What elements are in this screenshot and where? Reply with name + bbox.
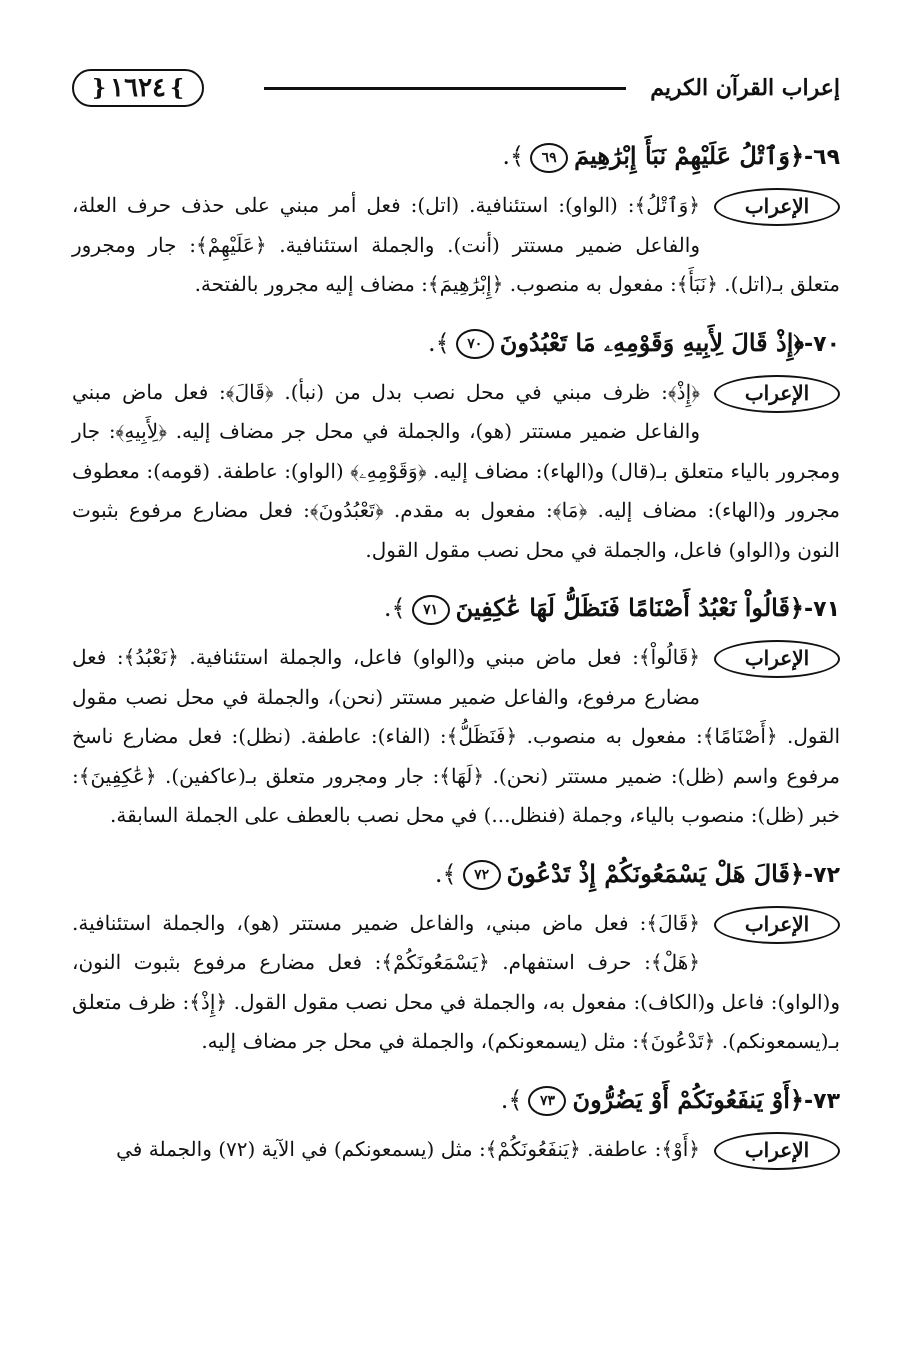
page-header [72,58,840,118]
verse-number: ٧٣- [804,1088,840,1114]
irab-paragraph-70 [72,373,840,571]
verse-end-mark: ٦٩ [530,143,568,173]
header-rule [264,87,626,90]
irab-label: الإعراب [714,640,840,678]
page-number: ١٦٢٤ [110,73,167,103]
irab-label: الإعراب [714,188,840,226]
verse-number: ٧١- [804,597,840,622]
irab-paragraph-69 [72,186,840,305]
verse-line-69 [72,136,840,178]
verse-text: ﴿أَوْ يَنفَعُونَكُمْ أَوْ يَضُرُّونَ [572,1084,804,1114]
verse-number: ٧٠- [804,331,840,357]
verse-text: ﴿قَالُواْ نَعْبُدُ أَصْنَامًا فَنَظَلُّ لَهَا عَٰكِفِينَ [455,593,804,622]
irab-text: ﴿قَالُواْ﴾: فعل ماض مبني و(الواو) فاعل، والجملة استئنافية. ﴿نَعْبُدُ﴾: فعل مضارع مرفوع، والفاعل ضمير مستتر (نحن)، والجملة في محل نصب مقول القول. ﴿أَصْنَامًا﴾: مفعول به منصوب. ﴿فَنَظَلُّ﴾: (الفاء): عاطفة. (نظل): فعل مضارع ناسخ مرفوع واسم (ظل): ضمير مستتر (نحن). ﴿لَهَا﴾: جار ومجرور متعلق بـ(عاكفين). ﴿عَٰكِفِينَ﴾: خبر (ظل): منصوب بالياء، وجملة (فنظل...) في محل نصب بالعطف على الجملة السابقة. [72,645,840,827]
page-number-badge [72,69,204,107]
irab-text: ﴿أَوْ﴾: عاطفة. ﴿يَنفَعُونَكُمْ﴾: مثل (يسمعونكم) في الآية (٧٢) والجملة في [116,1136,700,1161]
verse-line-70 [72,323,840,365]
irab-text: ﴿وَٱتْلُ﴾: (الواو): استئنافية. (اتل): فعل أمر مبني على حذف حرف العلة، والفاعل ضمير مستتر (أنت). والجملة استئنافية. ﴿عَلَيْهِمْ﴾: جار ومجرور متعلق بـ(اتل). ﴿نَبَأَ﴾: مفعول به منصوب. ﴿إِبْرَٰهِيمَ﴾: مضاف إليه مجرور بالفتحة. [72,193,840,296]
verse-number: ٧٢- [804,862,840,888]
irab-paragraph-71 [72,638,840,836]
verse-close: ﴾. [428,328,450,357]
irab-paragraph-73 [72,1130,840,1170]
verse-end-mark: ٧٢ [463,860,501,890]
irab-label: الإعراب [714,906,840,944]
verse-text: ﴿وَٱتْلُ عَلَيْهِمْ نَبَأَ إِبْرَٰهِيمَ [574,141,804,170]
verse-number: ٦٩- [804,145,840,170]
verse-close: ﴾. [502,142,525,170]
verse-text: ﴿قَالَ هَلْ يَسْمَعُونَكُمْ إِذْ تَدْعُونَ [506,858,804,888]
book-title: إعراب القرآن الكريم [650,75,840,101]
verse-end-mark: ٧١ [412,595,450,625]
right-brace: { [92,75,107,101]
verse-close: ﴾. [500,1085,523,1114]
irab-label: الإعراب [714,1132,840,1170]
verse-line-72 [72,854,840,896]
verse-end-mark: ٧٣ [528,1086,566,1116]
verse-close: ﴾. [434,859,457,888]
left-brace: } [170,75,185,101]
verse-line-71 [72,588,840,630]
verse-line-73 [72,1080,840,1122]
irab-label: الإعراب [714,375,840,413]
verse-text: ﴿إِذْ قَالَ لِأَبِيهِ وَقَوْمِهِۦ مَا تَعْبُدُونَ [499,327,804,357]
verse-end-mark: ٧٠ [456,329,494,359]
irab-text: ﴿قَالَ﴾: فعل ماض مبني، والفاعل ضمير مستتر (هو)، والجملة استئنافية. ﴿هَلْ﴾: حرف استفهام. ﴿يَسْمَعُونَكُمْ﴾: فعل مضارع مرفوع بثبوت النون، و(الواو): فاعل و(الكاف): مفعول به، والجملة في محل نصب مقول القول. ﴿إِذْ﴾: ظرف متعلق بـ(يسمعونكم). ﴿تَدْعُونَ﴾: مثل (يسمعونكم)، والجملة في محل جر مضاف إليه. [72,910,840,1053]
verse-close: ﴾. [383,594,406,622]
irab-text: ﴿إِذْ﴾: ظرف مبني في محل نصب بدل من (نبأ). ﴿قَالَ﴾: فعل ماض مبني والفاعل ضمير مستتر (هو)، والجملة في محل جر مضاف إليه. ﴿لِأَبِيهِ﴾: جار ومجرور بالياء متعلق بـ(قال) و(الهاء): مضاف إليه. ﴿وَقَوْمِهِۦ﴾ (الواو): عاطفة. (قومه): معطوف مجرور و(الهاء): مضاف إليه. ﴿مَا﴾: مفعول به مقدم. ﴿تَعْبُدُونَ﴾: فعل مضارع مرفوع بثبوت النون و(الواو) فاعل، والجملة في محل نصب مقول القول. [72,379,840,562]
irab-paragraph-72 [72,904,840,1062]
